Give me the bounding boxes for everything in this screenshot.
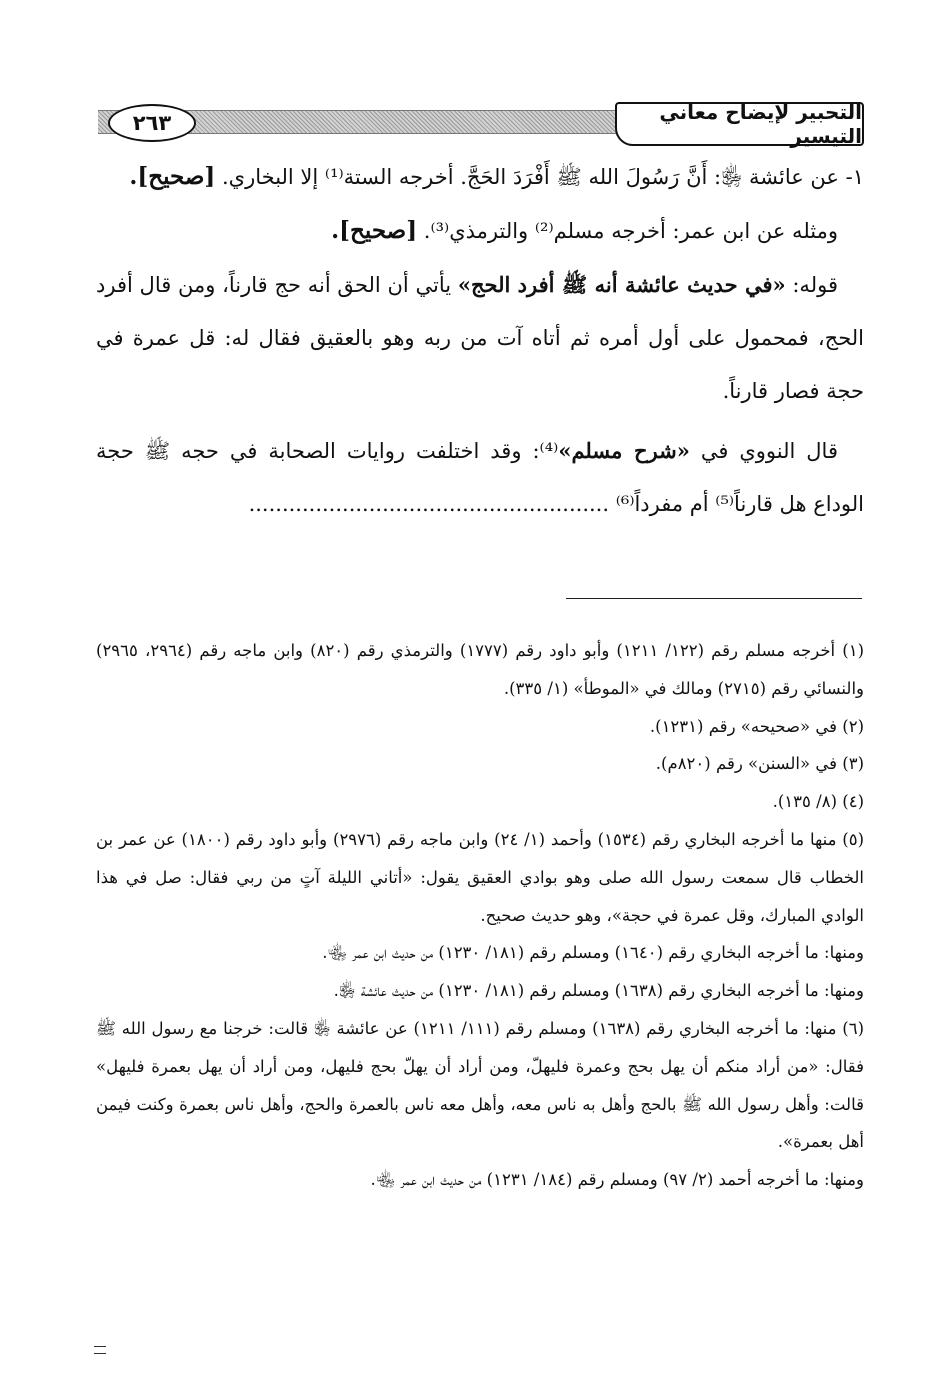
footnote-6: (٦) منها: ما أخرجه البخاري رقم (١٦٣٨) ومسلم رقم (١١١/ ١٢١١) عن عائشة ﵂ قالت: خرجنا مع رسول الله ﷺ فقال: «من أراد منكم أن يهل بحج وعمرة فليهلّ، ومن أراد أن يهلّ بحج فليهل، ومن أراد أن يهل بعمرة فليهل» قالت: وأهل رسول الله ﷺ بالحج وأهل به ناس معه، وأهل معه ناس بالعمرة والحج، وأهل ناس بعمرة وكنت فيمن أهل بعمرة». xyxy=(96,1018,864,1152)
book-title: التحبير لإيضاح معاني التيسير xyxy=(615,102,864,146)
footnote-separator xyxy=(566,598,862,599)
footnote-4: (٤) (٨/ ١٣٥). xyxy=(772,792,864,812)
footnote-3: (٣) في «السنن» رقم (٨٢٠م). xyxy=(655,754,864,774)
page-number: ٢٦٣ xyxy=(108,104,196,142)
footnote-1: (١) أخرجه مسلم رقم (١٢٢/ ١٢١١) وأبو داود رقم (١٧٧٧) والترمذي رقم (٨٢٠) وابن ماجه رقم (٢٩٦٤، ٢٩٦٥) والنسائي رقم (٢٧١٥) ومالك في «الموطأ» (١/ ٣٣٥). xyxy=(96,641,865,698)
footnote-5-cont-1: ومنها: ما أخرجه البخاري رقم (١٦٤٠) ومسلم رقم (١٨١/ ١٢٣٠) من حديث ابن عمر ﵄. xyxy=(322,943,864,963)
parallel-narration xyxy=(96,204,864,258)
commentary-quote: «في حديث عائشة أنه ﷺ أفرد الحج» xyxy=(457,272,786,297)
nawawi-paragraph xyxy=(96,424,864,531)
commentary-text: يأتي أن الحق أنه حج قارناً، ومن قال أفرد الحج، فمحمول على أول أمره ثم أتاه آت من ربه وهو بالعقيق فقال له: قل عمرة في حجة فصار قارناً. xyxy=(96,273,864,403)
nawawi-text: : وقد اختلفت روايات الصحابة في حجه ﷺ حجة الوداع هل قارناً⁽⁵⁾ أم مفرداً⁽⁶⁾ xyxy=(96,439,864,516)
grading-sahih-2: [صحيح]. xyxy=(331,217,418,244)
main-text xyxy=(96,150,864,531)
commentary-paragraph xyxy=(96,258,864,418)
hadith-text: ١- عن عائشة ﵂: أَنَّ رَسُولَ الله ﷺ أَفْرَدَ الحَجَّ. أخرجه الستة⁽¹⁾ إلا البخاري. xyxy=(221,165,864,189)
running-header xyxy=(98,102,864,146)
footnote-5: (٥) منها ما أخرجه البخاري رقم (١٥٣٤) وأحمد (١/ ٢٤) وابن ماجه رقم (٢٩٧٦) وأبو داود رقم (١٨٠٠) عن عمر بن الخطاب قال سمعت رسول الله صلى وهو بوادي العقيق يقول: «أتاني الليلة آتٍ من ربي فقال: صل في هذا الوادي المبارك، وقل عمرة في حجة»، وهو حديث صحيح. xyxy=(96,829,865,925)
footnote-2: (٢) في «صحيحه» رقم (١٢٣١). xyxy=(649,716,864,736)
page-end-mark xyxy=(94,1346,106,1354)
hadith-paragraph xyxy=(96,150,864,204)
continuation-dots: ...................................................... xyxy=(248,492,610,516)
parallel-text: ومثله عن ابن عمر: أخرجه مسلم⁽²⁾ والترمذي⁽³⁾. xyxy=(423,219,838,243)
nawawi-lead: قال النووي في xyxy=(700,439,838,463)
footnotes xyxy=(96,632,864,1199)
nawawi-footnote-ref: ⁽⁴⁾ xyxy=(539,439,559,463)
grading-sahih: [صحيح]. xyxy=(129,163,216,190)
footnote-6-cont: ومنها: ما أخرجه أحمد (٢/ ٩٧) ومسلم رقم (١٨٤/ ١٢٣١) من حديث ابن عمر ﵄. xyxy=(370,1170,864,1190)
footnote-5-cont-2: ومنها: ما أخرجه البخاري رقم (١٦٣٨) ومسلم رقم (١٨١/ ١٢٣٠) من حديث عائشة ﵂. xyxy=(333,981,864,1001)
commentary-lead: قوله: xyxy=(792,273,838,297)
nawawi-book-title: «شرح مسلم» xyxy=(558,438,690,463)
